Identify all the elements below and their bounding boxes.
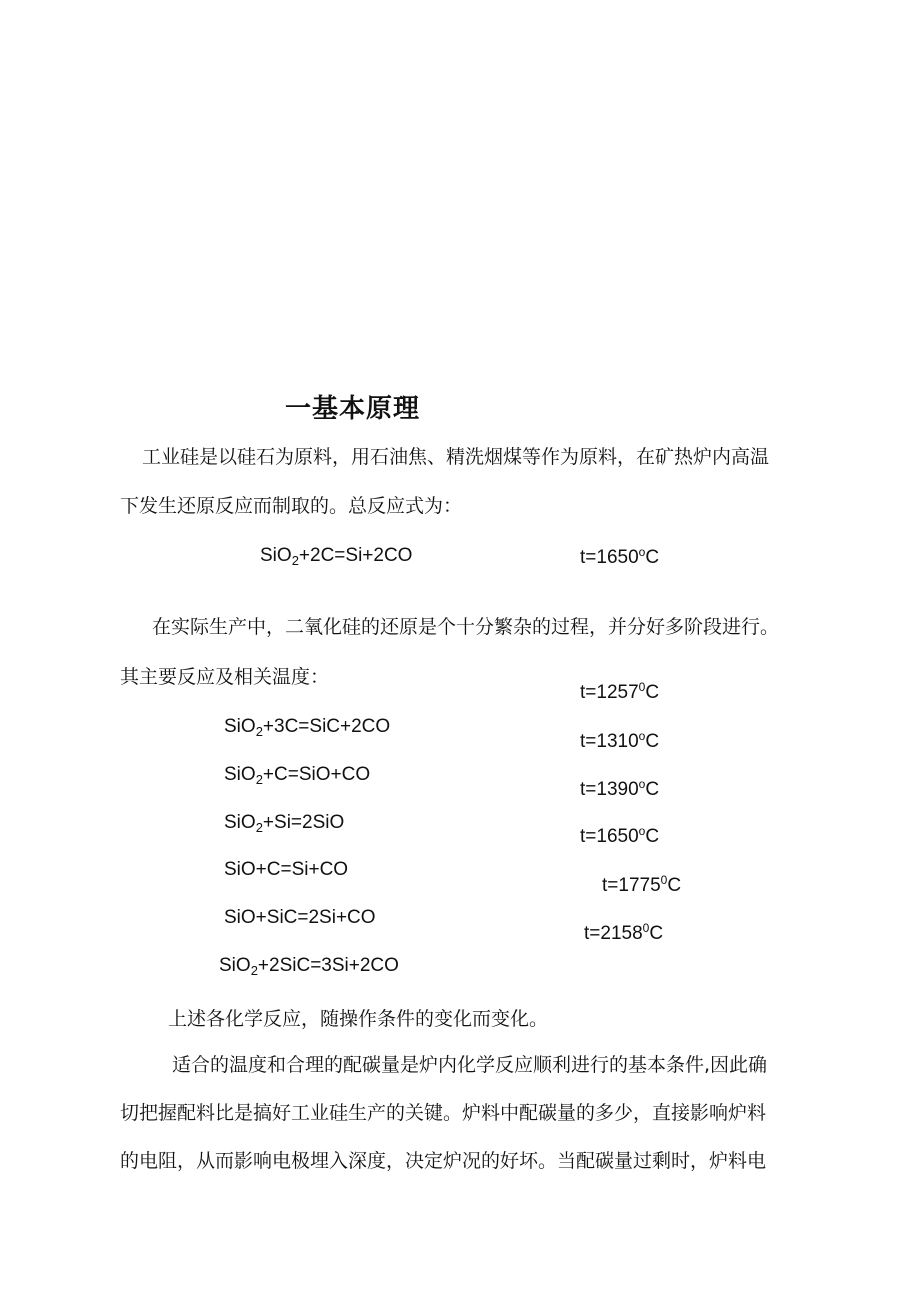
reaction-temperature: $t=2158^0C$ bbox=[584, 921, 664, 944]
detail-intro-line-1: 在实际生产中，二氧化硅的还原是个十分繁杂的过程，并分好多阶段进行。 bbox=[152, 616, 780, 638]
intro-line-1: 工业硅是以硅石为原料，用石油焦、精洗烟煤等作为原料，在矿热炉内高温 bbox=[142, 446, 770, 468]
reaction-temperature: $t=1257^0C$ bbox=[580, 680, 660, 703]
section-heading: 一基本原理 bbox=[285, 394, 421, 424]
closing-line-2: 切把握配料比是搞好工业硅生产的关键。炉料中配碳量的多少，直接影响炉料 bbox=[120, 1102, 767, 1124]
reaction-equation: SiO$_2$+3C=SiC+2CO bbox=[224, 716, 391, 739]
reaction-equation: SiO+SiC=2Si+CO bbox=[224, 907, 376, 928]
overall-reaction-equation: SiO$_2$+2C=Si+2CO bbox=[260, 545, 413, 568]
summary-line: 上述各化学反应，随操作条件的变化而变化。 bbox=[168, 1008, 549, 1030]
reaction-temperature: $t=1775^0C$ bbox=[602, 873, 682, 896]
reaction-temperature: $t=1390^oC$ bbox=[580, 777, 660, 800]
reaction-equation: SiO$_2$+2SiC=3Si+2CO bbox=[219, 955, 399, 978]
reaction-equation: SiO$_2$+C=SiO+CO bbox=[224, 764, 371, 787]
overall-reaction-temperature: $t=1650^oC$ bbox=[580, 545, 660, 568]
reaction-equation: SiO+C=Si+CO bbox=[224, 859, 349, 880]
closing-line-3: 的电阻，从而影响电极埋入深度，决定炉况的好坏。当配碳量过剩时，炉料电 bbox=[120, 1150, 767, 1172]
detail-intro-line-2: 其主要反应及相关温度： bbox=[120, 666, 330, 688]
reaction-equation: SiO$_2$+Si=2SiO bbox=[224, 812, 345, 835]
closing-line-1: 适合的温度和合理的配碳量是炉内化学反应顺利进行的基本条件,因此确 bbox=[172, 1054, 768, 1076]
reaction-temperature: $t=1650^oC$ bbox=[580, 824, 660, 847]
intro-line-2: 下发生还原反应而制取的。总反应式为： bbox=[120, 495, 463, 517]
reaction-temperature: $t=1310^oC$ bbox=[580, 729, 660, 752]
